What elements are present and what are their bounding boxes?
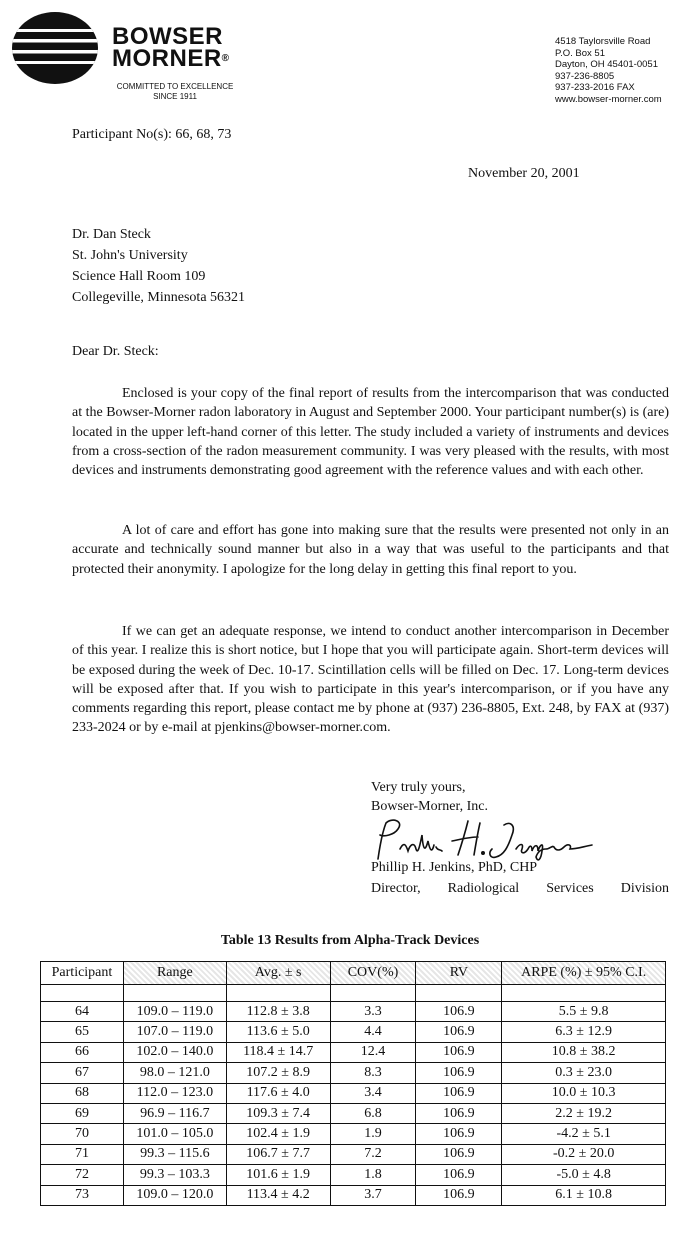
table-row: [41, 1083, 666, 1103]
table-cell: 117.6 ± 4.0: [226, 1083, 330, 1103]
company-tagline: COMMITTED TO EXCELLENCE SINCE 1911: [116, 82, 234, 101]
table-cell: -4.2 ± 5.1: [502, 1124, 666, 1144]
table-cell: 99.3 – 103.3: [123, 1165, 226, 1185]
table-cell: 2.2 ± 19.2: [502, 1103, 666, 1123]
table-cell: 107.2 ± 8.9: [226, 1063, 330, 1083]
salutation: Dear Dr. Steck:: [72, 344, 159, 359]
table-cell: 66: [41, 1042, 124, 1062]
signature-block: [371, 857, 669, 899]
table-cell: 71: [41, 1144, 124, 1164]
table-cell: 70: [41, 1124, 124, 1144]
table-cell: 106.7 ± 7.7: [226, 1144, 330, 1164]
table-cell: 102.0 – 140.0: [123, 1042, 226, 1062]
company-name: [112, 23, 230, 72]
column-header: Avg. ± s: [226, 962, 330, 985]
table-cell: 101.0 – 105.0: [123, 1124, 226, 1144]
table-cell: 12.4: [330, 1042, 416, 1062]
table-cell: 109.3 ± 7.4: [226, 1103, 330, 1123]
table-cell: 6.3 ± 12.9: [502, 1022, 666, 1042]
table-cell: 10.0 ± 10.3: [502, 1083, 666, 1103]
table-cell: 72: [41, 1165, 124, 1185]
table-cell: 113.4 ± 4.2: [226, 1185, 330, 1205]
recipient-line: Collegeville, Minnesota 56321: [72, 290, 246, 305]
address-line: 4518 Taylorsville Road: [555, 36, 651, 47]
table-cell: 68: [41, 1083, 124, 1103]
company-logo-icon: [10, 10, 100, 86]
signer-name: Phillip H. Jenkins, PhD, CHP: [371, 860, 538, 875]
fax-number: 937-233-2016 FAX: [555, 82, 635, 93]
table-cell: 106.9: [416, 1103, 502, 1123]
column-header: COV(%): [330, 962, 416, 985]
table-cell: 98.0 – 121.0: [123, 1063, 226, 1083]
table-row: [41, 1144, 666, 1164]
column-header: Range: [123, 962, 226, 985]
table-row: [41, 1002, 666, 1022]
table-cell: 96.9 – 116.7: [123, 1103, 226, 1123]
recipient-line: St. John's University: [72, 248, 188, 263]
phone-number: 937-236-8805: [555, 70, 615, 82]
website-link[interactable]: www.bowser-morner.com: [555, 93, 662, 105]
table-cell: 106.9: [416, 1165, 502, 1185]
column-header: RV: [416, 962, 502, 985]
table-cell: 106.9: [416, 1144, 502, 1164]
table-cell: 109.0 – 120.0: [123, 1185, 226, 1205]
table-cell: 69: [41, 1103, 124, 1123]
table-cell: 112.0 – 123.0: [123, 1083, 226, 1103]
table-cell: 101.6 ± 1.9: [226, 1165, 330, 1185]
participant-numbers: Participant No(s): 66, 68, 73: [72, 127, 232, 142]
column-header: Participant: [41, 962, 124, 985]
address-line: Dayton, OH 45401-0051: [555, 59, 658, 70]
body-paragraph: Enclosed is your copy of the final report of results from the intercomparison that was conducted at the Bowser-Morner radon laboratory in August and September 2000. Your participant number(s) is (are) located in the upper left-hand corner of this letter. The study included a variety of instruments and devices from a cross-section of the radon measurement community. I was very pleased with the results, with most devices and instruments demonstrating good agreement with the reference values and with each other.: [72, 386, 669, 479]
table-cell: 4.4: [330, 1022, 416, 1042]
company-name-line1: BOWSER: [112, 23, 223, 50]
table-cell: 99.3 – 115.6: [123, 1144, 226, 1164]
table-cell: 3.7: [330, 1185, 416, 1205]
closing: Very truly yours, Bowser-Morner, Inc.: [371, 780, 488, 814]
letter-date: November 20, 2001: [468, 166, 580, 181]
table-cell: 8.3: [330, 1063, 416, 1083]
table-cell: 106.9: [416, 1022, 502, 1042]
table-cell: 112.8 ± 3.8: [226, 1002, 330, 1022]
table-cell: 102.4 ± 1.9: [226, 1124, 330, 1144]
table-header-row: [41, 962, 666, 985]
table-cell: 1.8: [330, 1165, 416, 1185]
table-cell: 0.3 ± 23.0: [502, 1063, 666, 1083]
table-cell: -5.0 ± 4.8: [502, 1165, 666, 1185]
table-cell: 5.5 ± 9.8: [502, 1002, 666, 1022]
table-cell: 106.9: [416, 1002, 502, 1022]
company-address: [555, 36, 662, 105]
table-cell: 73: [41, 1185, 124, 1205]
table-cell: 106.9: [416, 1042, 502, 1062]
table-cell: 106.9: [416, 1063, 502, 1083]
table-spacer-row: [41, 985, 666, 1002]
table-row: [41, 1124, 666, 1144]
table-cell: 113.6 ± 5.0: [226, 1022, 330, 1042]
table-cell: 1.9: [330, 1124, 416, 1144]
table-row: [41, 1185, 666, 1205]
table-cell: 6.1 ± 10.8: [502, 1185, 666, 1205]
table-caption: Table 13 Results from Alpha-Track Devices: [220, 933, 480, 948]
table-cell: 3.3: [330, 1002, 416, 1022]
table-cell: 118.4 ± 14.7: [226, 1042, 330, 1062]
address-line: P.O. Box 51: [555, 47, 605, 59]
table-cell: -0.2 ± 20.0: [502, 1144, 666, 1164]
table-cell: 65: [41, 1022, 124, 1042]
company-name-line2: MORNER: [112, 45, 222, 72]
registered-mark: ®: [221, 53, 230, 64]
body-paragraph: If we can get an adequate response, we intend to conduct another intercomparison in December of this year. I realize this is short notice, but I hope that you will participate again. Short-term devices will be exposed during the week of Dec. 10-17. Scintillation cells will be filled on Dec. 17. Long-term devices will be exposed after that. If you wish to participate in this year's intercomparison, or if you have any comments regarding this report, please contact me by phone at (937) 236-8805, Ext. 248, by FAX at (937) 233-2024 or by e-mail at pjenkins@bowser-morner.com.: [72, 624, 669, 736]
table-row: [41, 1042, 666, 1062]
table-row: [41, 1022, 666, 1042]
results-table: [40, 961, 666, 1206]
recipient-line: Dr. Dan Steck: [72, 227, 151, 242]
signer-title: Director, Radiological Services Division: [371, 881, 669, 896]
table-cell: 3.4: [330, 1083, 416, 1103]
table-cell: 10.8 ± 38.2: [502, 1042, 666, 1062]
column-header: ARPE (%) ± 95% C.I.: [502, 962, 666, 985]
table-cell: 67: [41, 1063, 124, 1083]
table-cell: 109.0 – 119.0: [123, 1002, 226, 1022]
table-cell: 64: [41, 1002, 124, 1022]
table-cell: 106.9: [416, 1124, 502, 1144]
table-row: [41, 1165, 666, 1185]
table-row: [41, 1063, 666, 1083]
table-cell: 107.0 – 119.0: [123, 1022, 226, 1042]
table-cell: 7.2: [330, 1144, 416, 1164]
table-row: [41, 1103, 666, 1123]
table-cell: 106.9: [416, 1083, 502, 1103]
table-cell: 106.9: [416, 1185, 502, 1205]
recipient-address: [72, 224, 245, 308]
body-paragraph: A lot of care and effort has gone into making sure that the results were presented not only in an accurate and technically sound manner but also in a way that was useful to the participants and that protected their anonymity. I apologize for the long delay in getting this final report to you.: [72, 523, 669, 577]
table-cell: 6.8: [330, 1103, 416, 1123]
recipient-line: Science Hall Room 109: [72, 269, 206, 284]
